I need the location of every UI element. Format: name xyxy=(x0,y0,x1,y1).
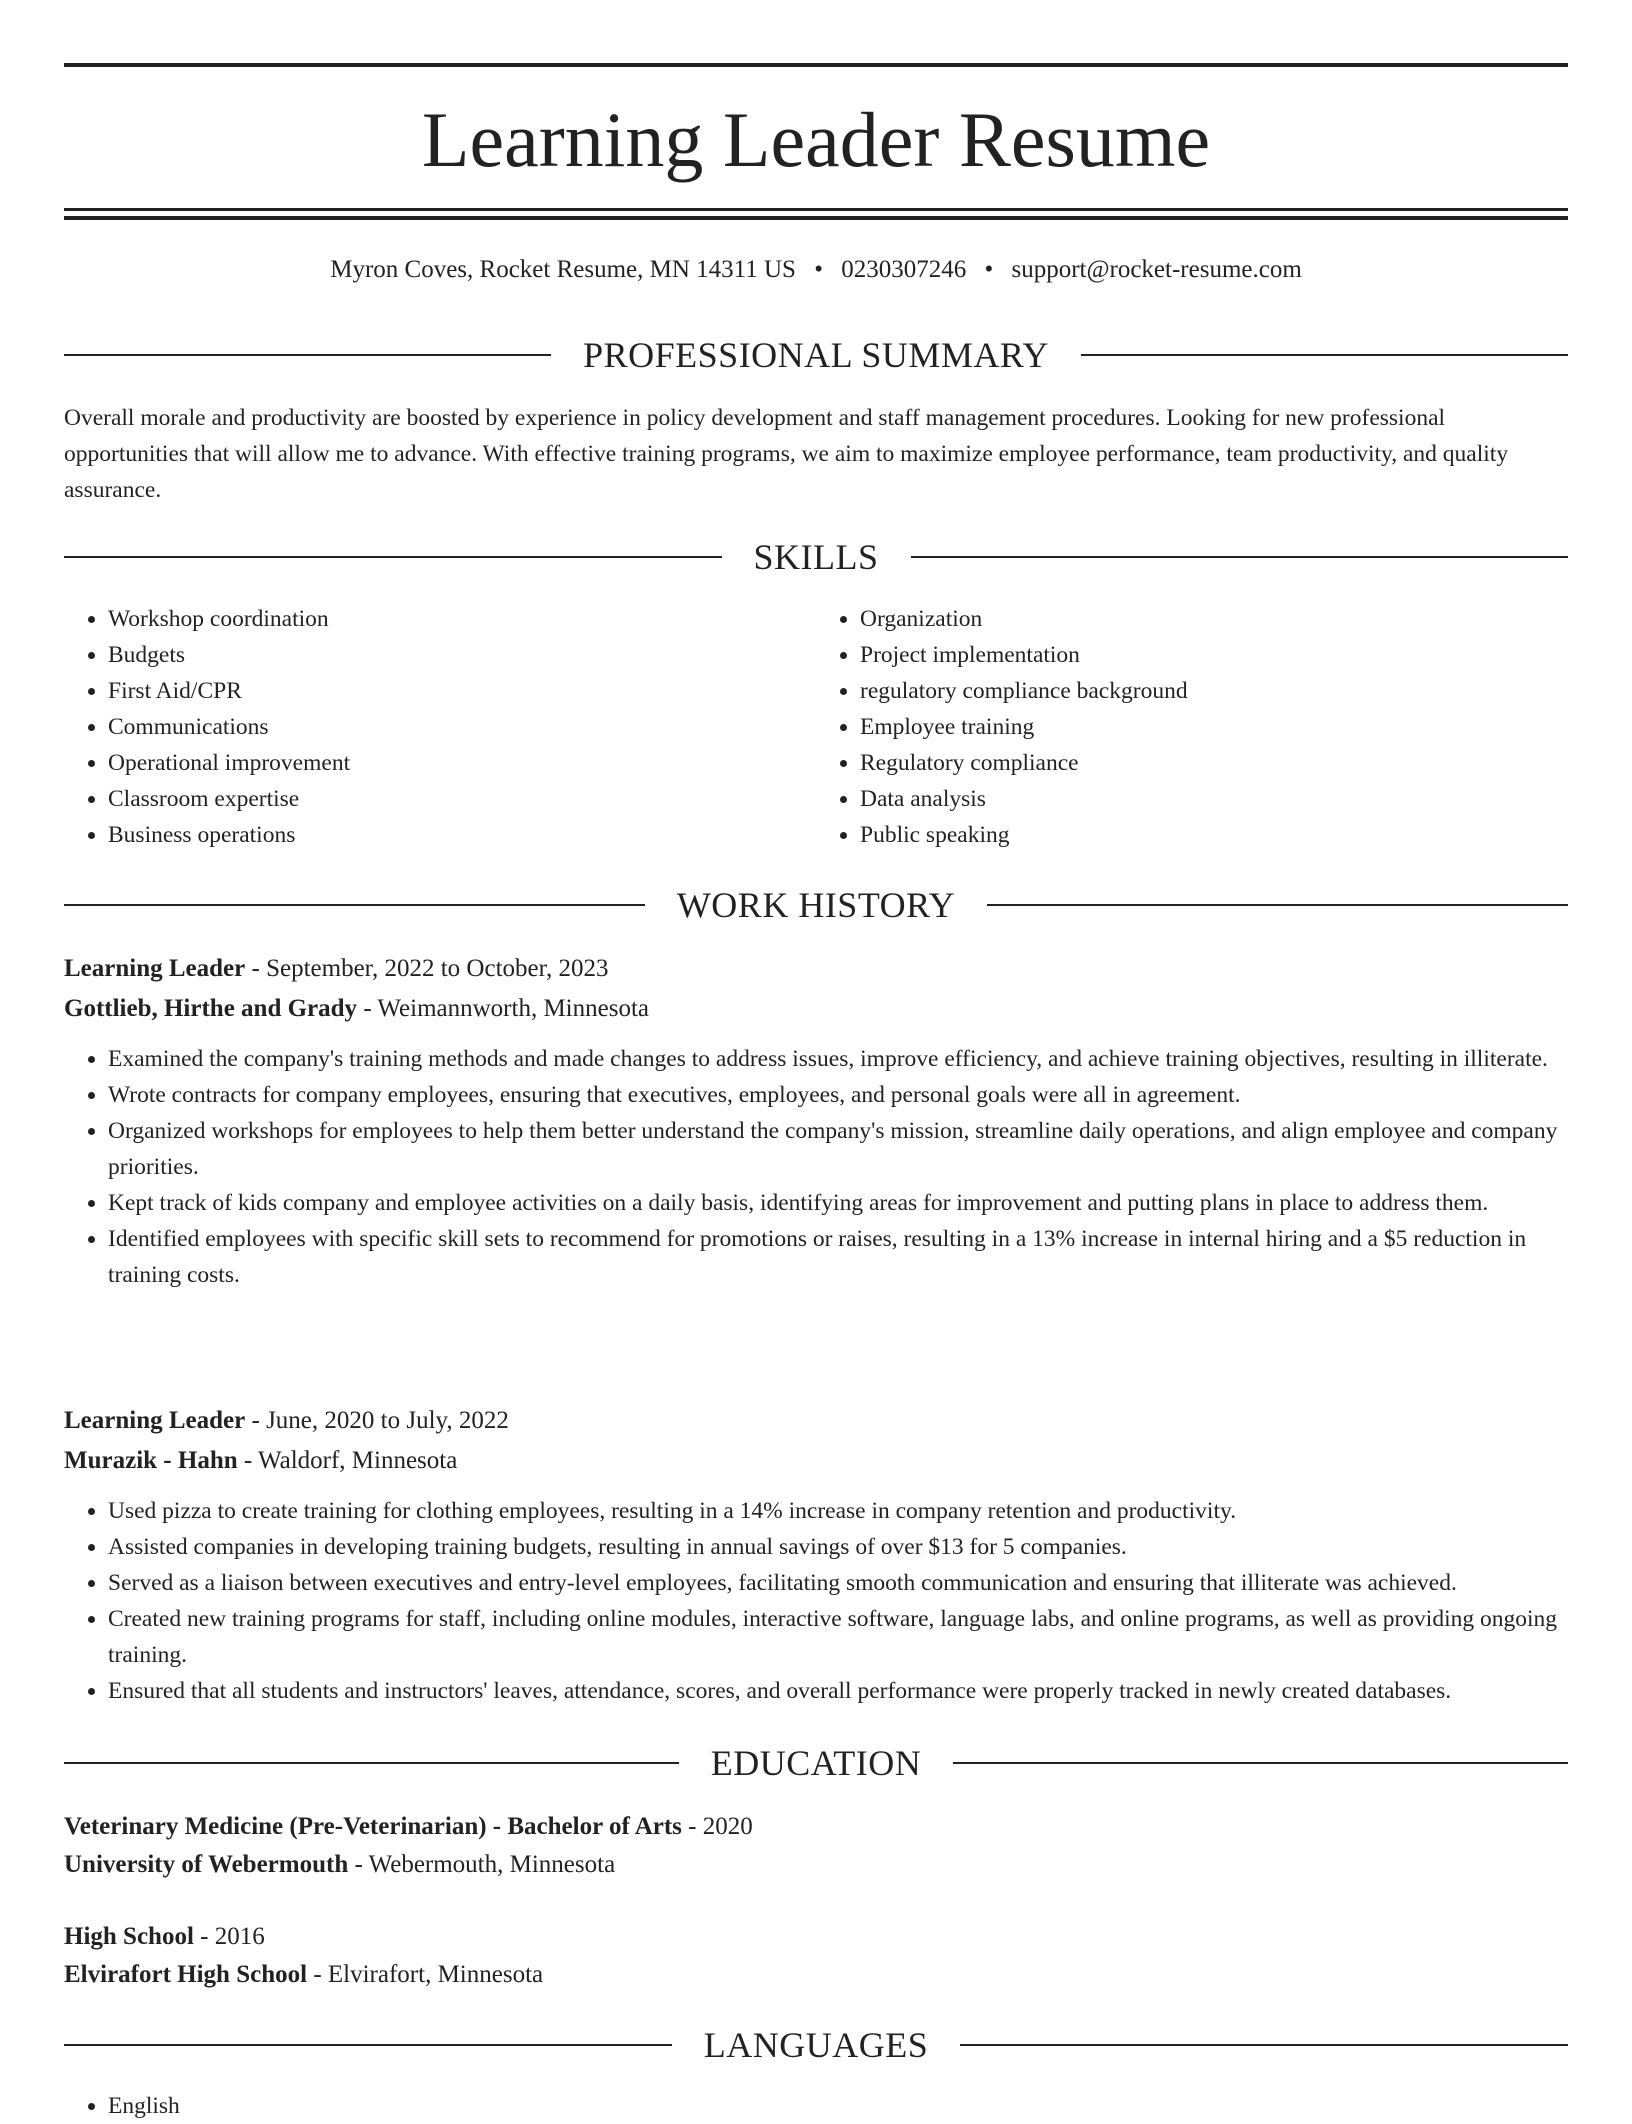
skill-item: • Operational improvement xyxy=(108,745,816,781)
resume-title: Learning Leader Resume xyxy=(421,96,1211,183)
job-company: Murazik - Hahn xyxy=(64,1447,238,1474)
divider-line xyxy=(987,904,1568,906)
skills-list xyxy=(64,601,1568,853)
job-bullets xyxy=(64,1041,1568,1293)
contact-separator: • xyxy=(814,256,823,283)
skill-item: • Regulatory compliance xyxy=(860,745,1568,781)
skill-item: • Project implementation xyxy=(860,637,1568,673)
skills-column-left xyxy=(64,601,816,853)
skill-item: • Employee training xyxy=(860,709,1568,745)
skill-item: • Organization xyxy=(860,601,1568,637)
section-title-education: EDUCATION xyxy=(710,1743,922,1783)
section-header-work xyxy=(64,883,1568,927)
section-title-languages: LANGUAGES xyxy=(703,2025,929,2065)
skill-item: • First Aid/CPR xyxy=(108,673,816,709)
section-title-work: WORK HISTORY xyxy=(676,885,956,925)
job-bullet: • Used pizza to create training for clothing employees, resulting in a 14% increase in company retention and productivity. xyxy=(108,1493,1568,1529)
divider-line xyxy=(64,1762,679,1764)
section-title-summary: PROFESSIONAL SUMMARY xyxy=(583,335,1049,375)
job-entry xyxy=(64,1401,1568,1709)
job-location: - Waldorf, Minnesota xyxy=(237,1447,458,1474)
job-bullet: • Created new training programs for staff, including online modules, interactive software, language labs, and online programs, as well as providing ongoing training. xyxy=(108,1601,1568,1673)
job-dates: - June, 2020 to July, 2022 xyxy=(245,1407,509,1434)
education-degree-line xyxy=(64,1808,1568,1846)
summary-text: Overall morale and productivity are boosted by experience in policy development and staff management procedures. Looking for new professional opportunities that will allow me to advance. With effective training programs, we aim to maximize employee performance, team productivity, and quality assurance. xyxy=(64,405,1509,503)
contact-address: Myron Coves, Rocket Resume, MN 14311 US xyxy=(330,256,796,283)
divider-line xyxy=(911,556,1569,558)
contact-separator: • xyxy=(984,256,994,283)
job-bullet: • Wrote contracts for company employees, ensuring that executives, employees, and personal goals were all in agreement. xyxy=(108,1077,1568,1113)
job-title-line xyxy=(64,949,1568,989)
skill-item: • Workshop coordination xyxy=(108,601,816,637)
job-bullet: • Examined the company's training methods and made changes to address issues, improve efficiency, and achieve training objectives, resulting in illiterate. xyxy=(108,1041,1568,1077)
divider-line xyxy=(64,2044,672,2046)
job-company-line xyxy=(64,989,1568,1029)
job-title: Learning Leader xyxy=(64,955,246,982)
divider-line xyxy=(64,354,551,356)
skill-item: • Data analysis xyxy=(860,781,1568,817)
section-header-languages xyxy=(64,2023,1568,2067)
job-title: Learning Leader xyxy=(64,1407,246,1434)
skill-item: • regulatory compliance background xyxy=(860,673,1568,709)
title-double-rule xyxy=(64,208,1568,220)
divider-line xyxy=(960,2044,1568,2046)
job-title-line xyxy=(64,1401,1568,1441)
job-company: Gottlieb, Hirthe and Grady xyxy=(64,995,358,1022)
section-header-education xyxy=(64,1741,1568,1785)
skill-item: • Business operations xyxy=(108,817,816,853)
job-company-line xyxy=(64,1441,1568,1481)
job-location: - Weimannworth, Minnesota xyxy=(357,995,649,1022)
job-bullet: • Served as a liaison between executives and entry-level employees, facilitating smooth communication and ensuring that illiterate was achieved. xyxy=(108,1565,1568,1601)
divider-line xyxy=(64,556,722,558)
divider-line xyxy=(64,904,645,906)
education-location: - Webermouth, Minnesota xyxy=(348,1851,616,1878)
education-degree: High School xyxy=(64,1923,194,1950)
contact-line xyxy=(64,252,1568,288)
education-school-line xyxy=(64,1956,1568,1994)
job-entry xyxy=(64,949,1568,1293)
top-rule xyxy=(64,63,1568,67)
skill-item: • Public speaking xyxy=(860,817,1568,853)
job-bullet: • Organized workshops for employees to help them better understand the company's mission, streamline daily operations, and align employee and company priorities. xyxy=(108,1113,1568,1185)
skill-item: • Budgets xyxy=(108,637,816,673)
contact-phone[interactable]: 0230307246 xyxy=(841,256,967,283)
education-school-line xyxy=(64,1846,1568,1884)
education-degree-line xyxy=(64,1918,1568,1956)
skills-column-right xyxy=(816,601,1568,853)
education-school: University of Webermouth xyxy=(64,1851,349,1878)
contact-email[interactable]: support@rocket-resume.com xyxy=(1011,256,1302,283)
skill-item: • Classroom expertise xyxy=(108,781,816,817)
section-header-summary xyxy=(64,333,1568,377)
education-year: - 2016 xyxy=(193,1923,265,1950)
job-bullet: • Assisted companies in developing training budgets, resulting in annual savings of over $13 for 5 companies. xyxy=(108,1529,1568,1565)
education-location: - Elvirafort, Minnesota xyxy=(307,1961,544,1988)
education-school: Elvirafort High School xyxy=(64,1961,308,1988)
divider-line xyxy=(953,1762,1568,1764)
language-item: • English xyxy=(108,2088,1568,2124)
job-bullet: • Kept track of kids company and employee activities on a daily basis, identifying areas for improvement and putting plans in place to address them. xyxy=(108,1185,1568,1221)
job-bullet: • Ensured that all students and instructors' leaves, attendance, scores, and overall performance were properly tracked in newly created databases. xyxy=(108,1673,1568,1709)
section-title-skills: SKILLS xyxy=(753,537,879,577)
languages-list xyxy=(64,2088,1568,2124)
education-year: - 2020 xyxy=(681,1813,753,1840)
divider-line xyxy=(1081,354,1568,356)
education-entry xyxy=(64,1808,1568,1884)
section-header-skills xyxy=(64,535,1568,579)
education-entry xyxy=(64,1918,1568,1994)
job-bullet: • Identified employees with specific skill sets to recommend for promotions or raises, resulting in a 13% increase in internal hiring and a $5 reduction in training costs. xyxy=(108,1221,1568,1293)
job-bullets xyxy=(64,1493,1568,1709)
education-degree: Veterinary Medicine (Pre-Veterinarian) - Bachelor of Arts xyxy=(64,1813,682,1840)
skill-item: • Communications xyxy=(108,709,816,745)
job-dates: - September, 2022 to October, 2023 xyxy=(245,955,609,982)
